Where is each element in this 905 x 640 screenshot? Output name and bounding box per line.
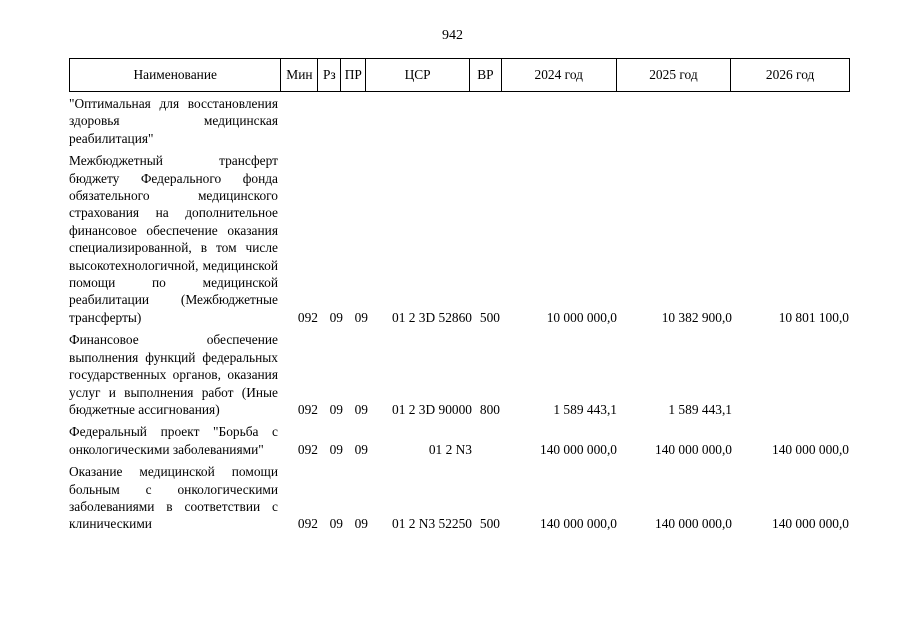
row-2024: 1 589 443,1 — [553, 401, 617, 417]
header-2025: 2025 год — [617, 59, 732, 91]
header-rz: Рз — [318, 59, 341, 91]
row-2026: 140 000 000,0 — [772, 441, 849, 457]
table-row — [69, 95, 850, 147]
row-min: 092 — [297, 441, 318, 457]
header-csr: ЦСР — [366, 59, 470, 91]
row-2025: 1 589 443,1 — [668, 401, 732, 417]
row-vr: 500 — [479, 516, 500, 532]
row-name: Финансовое обеспечение выполнения функций федеральных государственных органов, оказания услуг и выполнения работ (Иные бюджетные ассигнования) — [69, 332, 278, 417]
table-header — [69, 58, 850, 92]
row-2026: 10 801 100,0 — [778, 309, 849, 325]
row-rz: 09 — [329, 309, 343, 325]
row-pr: 09 — [354, 516, 368, 532]
table-body — [69, 95, 850, 538]
row-name: Федеральный проект "Борьба с онкологическими заболеваниями" — [69, 424, 278, 457]
row-csr: 01 2 3D 90000 — [392, 401, 472, 417]
row-pr: 09 — [354, 441, 368, 457]
table-row — [69, 423, 850, 458]
row-rz: 09 — [329, 516, 343, 532]
row-name: Оказание медицинской помощи больным с онкологическими заболеваниями в соответствии с клиническими — [69, 464, 278, 532]
row-rz: 09 — [329, 401, 343, 417]
row-pr: 09 — [354, 309, 368, 325]
table-row — [69, 152, 850, 326]
header-name: Наименование — [70, 59, 281, 91]
row-2025: 140 000 000,0 — [655, 516, 732, 532]
row-min: 092 — [297, 401, 318, 417]
row-name: Межбюджетный трансферт бюджету Федерального фонда обязательного медицинского страхования на дополнительное финансовое обеспечение оказания специализированной, в том числе высокотехнологичной, медицинской помощи по медицинской реабилитации (Межбюджетные трансферты) — [69, 153, 278, 325]
row-min: 092 — [297, 309, 318, 325]
header-2024: 2024 год — [502, 59, 617, 91]
row-csr: 01 2 N3 52250 — [392, 516, 472, 532]
header-pr: ПР — [341, 59, 366, 91]
table-row — [69, 331, 850, 418]
row-vr: 800 — [479, 401, 500, 417]
header-2026: 2026 год — [765, 67, 815, 82]
row-2025: 140 000 000,0 — [655, 441, 732, 457]
row-vr: 500 — [479, 309, 500, 325]
row-pr: 09 — [354, 401, 368, 417]
row-2026: 140 000 000,0 — [772, 516, 849, 532]
row-csr: 01 2 N3 — [428, 441, 472, 457]
page-number: 942 — [442, 28, 463, 43]
row-2025: 10 382 900,0 — [661, 309, 732, 325]
row-rz: 09 — [329, 441, 343, 457]
header-vr: ВР — [470, 59, 502, 91]
row-min: 092 — [297, 516, 318, 532]
row-2024: 10 000 000,0 — [546, 309, 617, 325]
row-csr: 01 2 3D 52860 — [392, 309, 472, 325]
row-2024: 140 000 000,0 — [540, 516, 617, 532]
row-name: "Оптимальная для восстановления здоровья медицинская реабилитация" — [69, 96, 278, 146]
header-min: Мин — [281, 59, 318, 91]
table-row — [69, 463, 850, 533]
row-2024: 140 000 000,0 — [540, 441, 617, 457]
